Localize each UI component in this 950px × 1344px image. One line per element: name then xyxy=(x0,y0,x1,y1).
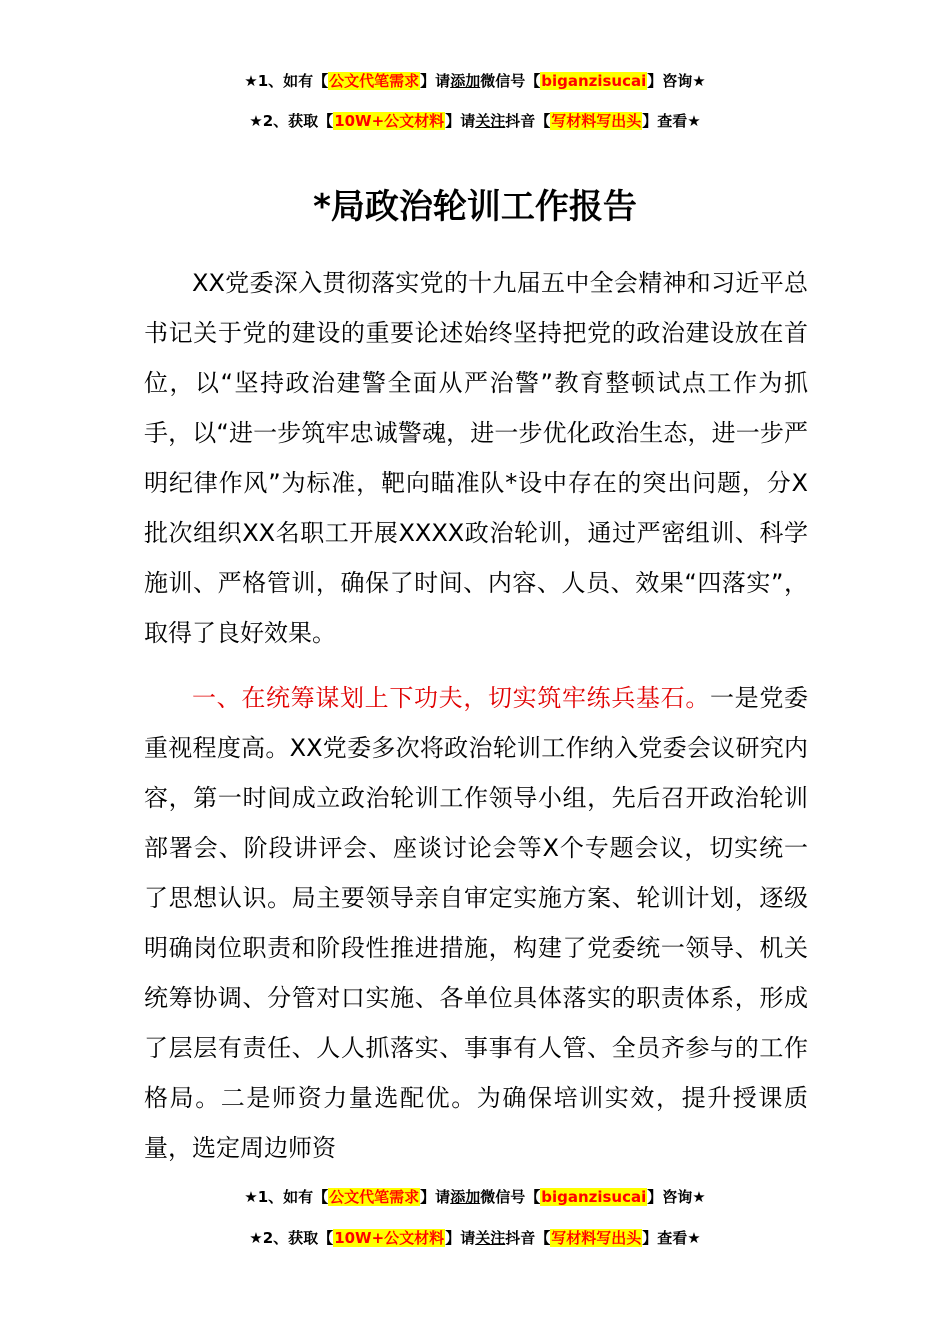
ad-text: 微信号【 xyxy=(480,1188,541,1206)
ad-highlight-douyin-id: 写材料写出头 xyxy=(551,112,642,130)
ad-underlined-text: 关注 xyxy=(475,112,506,130)
ad-text: 】请 xyxy=(420,1188,451,1206)
ad-text: 抖音【 xyxy=(505,112,551,130)
document-title: *局政治轮训工作报告 xyxy=(313,187,637,227)
ad-suffix: 】咨询★ xyxy=(647,72,706,90)
intro-paragraph: XX党委深入贯彻落实党的十九届五中全会精神和习近平总书记关于党的建设的重要论述始终坚持把党的政治建设放在首位，以“坚持政治建警全面从严治警”教育整顿试点工作为抓手，以“进一步筑牢忠诚警魂，进一步优化政治生态，进一步严明纪律作风”为标准，靶向瞄准队*设中存在的突出问题，分X批次组织XX名职工开展XXXX政治轮训，通过严密组训、科学施训、严格管训，确保了时间、内容、人员、效果“四落实”，取得了良好效果。 xyxy=(144,269,808,647)
footer-ad-line-1 xyxy=(0,1186,950,1208)
header-ad-line-2 xyxy=(0,110,950,132)
ad-suffix: 】查看★ xyxy=(642,1229,701,1247)
ad-highlight-douyin-id: 写材料写出头 xyxy=(551,1229,642,1247)
ad-highlight: 公文代笔需求 xyxy=(329,1188,420,1206)
section-1-body: 一是党委重视程度高。XX党委多次将政治轮训工作纳入党委会议研究内容，第一时间成立政治轮训工作领导小组，先后召开政治轮训部署会、阶段讲评会、座谈讨论会等X个专题会议，切实统一了思想认识。局主要领导亲自审定实施方案、轮训计划，逐级明确岗位职责和阶段性推进措施，构建了党委统一领导、机关统筹协调、分管对口实施、各单位具体落实的职责体系，形成了层层有责任、人人抓落实、事事有人管、全员齐参与的工作格局。二是师资力量选配优。为确保培训实效，提升授课质量，选定周边师资 xyxy=(144,684,808,1162)
section-1-paragraph xyxy=(144,673,808,1173)
section-1-heading: 一、在统筹谋划上下功夫，切实筑牢练兵基石。 xyxy=(192,684,710,712)
header-ad-line-1 xyxy=(0,70,950,92)
ad-highlight: 10W+公文材料 xyxy=(334,112,445,130)
ad-highlight-wechat-id: biganzisucai xyxy=(541,72,647,90)
ad-text: 】请 xyxy=(445,112,476,130)
ad-suffix: 】咨询★ xyxy=(647,1188,706,1206)
ad-prefix: ★2、获取【 xyxy=(249,112,334,130)
ad-text: 微信号【 xyxy=(480,72,541,90)
ad-prefix: ★2、获取【 xyxy=(249,1229,334,1247)
ad-underlined-text: 关注 xyxy=(475,1229,506,1247)
ad-highlight: 公文代笔需求 xyxy=(329,72,420,90)
ad-prefix: ★1、如有【 xyxy=(244,72,329,90)
ad-text: 】请 xyxy=(445,1229,476,1247)
ad-highlight: 10W+公文材料 xyxy=(334,1229,445,1247)
ad-text: 】请 xyxy=(420,72,451,90)
ad-underlined-text: 添加 xyxy=(450,1188,481,1206)
ad-suffix: 】查看★ xyxy=(642,112,701,130)
ad-text: 抖音【 xyxy=(505,1229,551,1247)
ad-highlight-wechat-id: biganzisucai xyxy=(541,1188,647,1206)
ad-prefix: ★1、如有【 xyxy=(244,1188,329,1206)
ad-underlined-text: 添加 xyxy=(450,72,481,90)
footer-ad-line-2 xyxy=(0,1227,950,1249)
